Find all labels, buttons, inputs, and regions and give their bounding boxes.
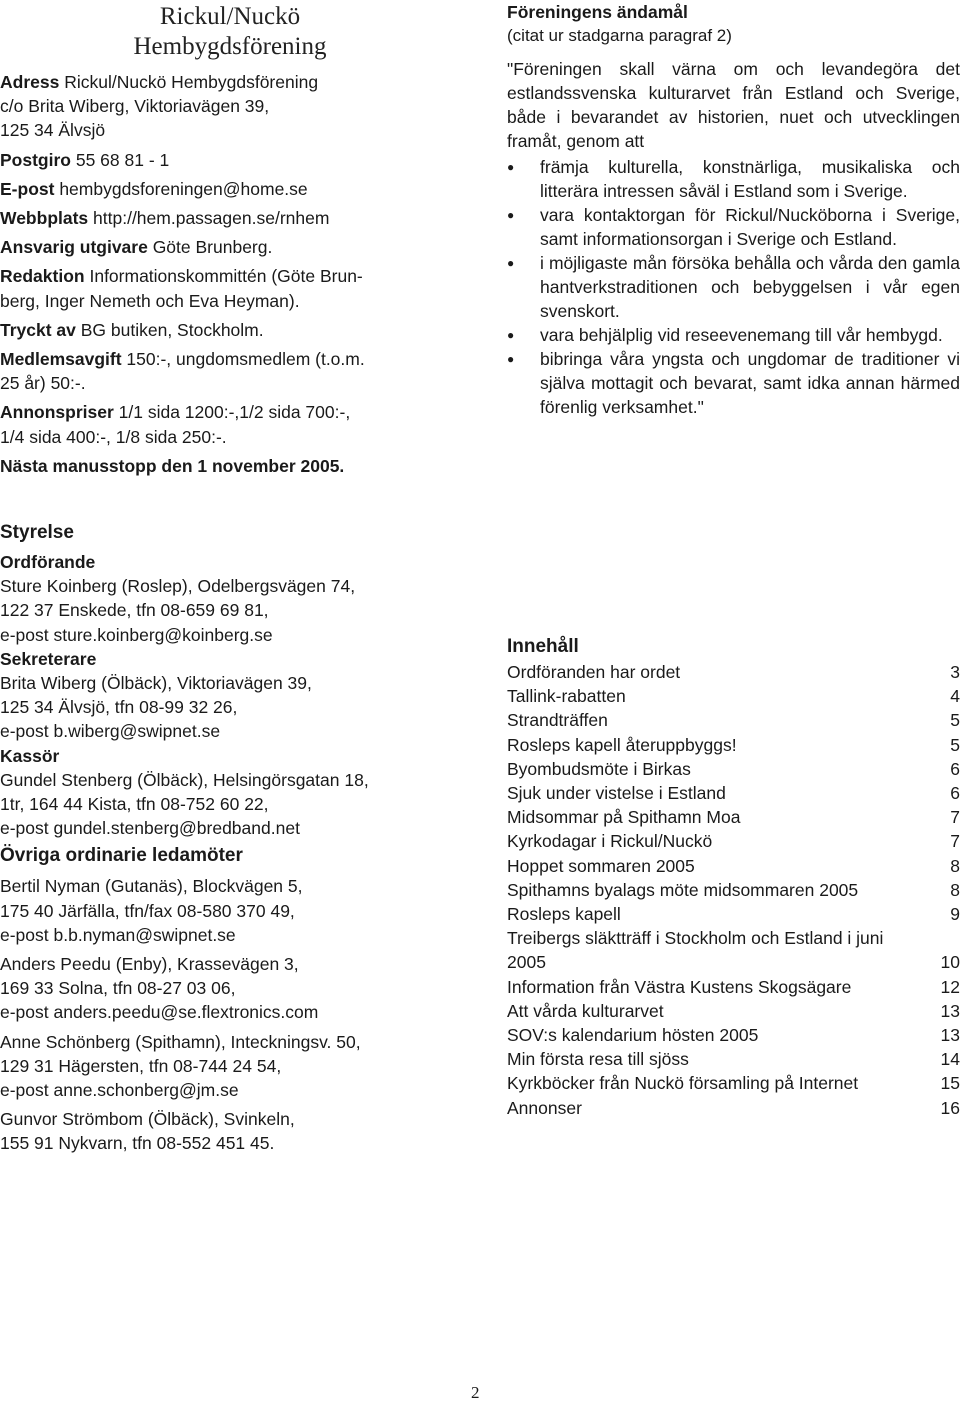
masthead-title (60, 2, 400, 62)
purpose-intro: "Föreningen skall värna om och levandegöra det estlandssvenska kulturarvet från Estland och Sverige, både i bevarandet av historien, nuet och utvecklingen framåt, genom att (507, 59, 960, 151)
ads-line2: 1/4 sida 400:-, 1/8 sida 250:-. (0, 426, 227, 447)
toc-item-page: 5 (950, 710, 960, 731)
member-line: Bertil Nyman (Gutanäs), Blockvägen 5, (0, 876, 303, 897)
address-label: Adress (0, 72, 60, 92)
ad-prices (0, 400, 470, 424)
board (0, 520, 470, 1156)
toc-item[interactable] (507, 854, 960, 878)
masthead-title-line2: Hembygdsförening (133, 33, 327, 60)
toc-item-title: Strandträffen (507, 710, 608, 731)
bullet-icon: ● (507, 352, 515, 366)
member-line: 169 33 Solna, tfn 08-27 03 06, (0, 978, 236, 999)
purpose-bullet-text: främja kulturella, konstnärliga, musikaliska och litterära intressen såväl i Estland som i Sverige. (540, 157, 960, 201)
toc-item-title: Tallink-rabatten (507, 686, 626, 707)
toc-item-title: Byombudsmöte i Birkas (507, 758, 691, 779)
member-entry (0, 952, 470, 1025)
postgiro-value: 55 68 81 - 1 (70, 149, 170, 170)
toc-item[interactable] (507, 684, 960, 708)
member-line: 129 31 Hägersten, tfn 08-744 24 54, (0, 1055, 282, 1076)
bullet-icon: ● (507, 256, 515, 270)
toc-item-title: Treibergs släktträff i Stockholm och Estland i juni 2005 (507, 928, 884, 973)
toc-item-page: 3 (950, 662, 960, 682)
ads-line1: 1/1 sida 1200:-,1/2 sida 700:-, (113, 402, 351, 423)
website-value[interactable]: http://hem.passagen.se/rnhem (88, 208, 330, 229)
toc-item-page: 6 (950, 758, 960, 779)
purpose-bullet-text: i möjligaste mån försöka behålla och vårda den gamla hantverkstraditionen och bebyggelsen i vår egen svenskort. (540, 253, 960, 321)
toc-item-page: 15 (940, 1073, 960, 1094)
toc-item[interactable] (507, 781, 960, 805)
member-entry (0, 1030, 470, 1103)
bullet-icon: ● (507, 208, 515, 222)
toc-item-title: Rosleps kapell återuppbyggs! (507, 734, 737, 755)
publisher (0, 235, 470, 259)
association-purpose (507, 0, 960, 419)
member-line: Anne Schönberg (Spithamn), Inteckningsv. 50, (0, 1031, 361, 1052)
toc-item[interactable] (507, 660, 960, 684)
purpose-bullet (507, 155, 960, 203)
secretary-line: e-post b.wiberg@swipnet.se (0, 721, 221, 742)
toc-item[interactable] (507, 805, 960, 829)
toc-item-page: 13 (940, 1000, 960, 1021)
member-line: Anders Peedu (Enby), Krassevägen 3, (0, 954, 299, 975)
toc-item[interactable] (507, 733, 960, 757)
toc-item[interactable] (507, 829, 960, 853)
toc-item-title: Kyrkböcker från Nuckö församling på Internet (507, 1073, 859, 1094)
toc-item[interactable] (507, 975, 960, 999)
website (0, 206, 470, 230)
member-entry (0, 1107, 470, 1155)
chair-label: Ordförande (0, 552, 96, 572)
toc-item-page: 4 (950, 686, 960, 707)
treasurer-line: Gundel Stenberg (Ölbäck), Helsingörsgatan 18, (0, 769, 369, 790)
toc-item-title: Midsommar på Spithamn Moa (507, 807, 741, 828)
member-line: e-post b.b.nyman@swipnet.se (0, 924, 236, 945)
secretary-line: Brita Wiberg (Ölbäck), Viktoriavägen 39, (0, 673, 312, 694)
purpose-bullet-text: bibringa våra yngsta och ungdomar de traditioner vi själva mottagit och bevarat, samt idka annan härmed förenlig verksamhet." (540, 349, 960, 417)
toc-item-title: Kyrkodagar i Rickul/Nuckö (507, 831, 713, 852)
masthead-title-line1: Rickul/Nuckö (159, 3, 301, 30)
toc-item-page: 7 (950, 831, 960, 852)
toc-item-title: Att vårda kulturarvet (507, 1000, 664, 1021)
purpose-bullet (507, 347, 960, 419)
member-line: 175 40 Järfälla, tfn/fax 08-580 370 49, (0, 900, 295, 921)
purpose-heading: Föreningens ändamål (507, 2, 688, 22)
page-number: 2 (471, 1383, 480, 1402)
toc-item-page: 6 (950, 783, 960, 804)
toc-item[interactable] (507, 708, 960, 732)
email-label: E-post (0, 178, 55, 199)
toc-item[interactable] (507, 1071, 960, 1095)
toc-item-title: Min första resa till sjöss (507, 1049, 689, 1070)
members-heading: Övriga ordinarie ledamöter (0, 845, 243, 867)
toc-item[interactable] (507, 1023, 960, 1047)
deadline: Nästa manusstopp den 1 november 2005. (0, 455, 345, 476)
toc-list (507, 660, 960, 1120)
purpose-bullet (507, 203, 960, 251)
treasurer-line: 1tr, 164 44 Kista, tfn 08-752 60 22, (0, 794, 269, 815)
postgiro (0, 148, 470, 172)
toc-item-title: Hoppet sommaren 2005 (507, 855, 695, 876)
member-line: e-post anne.schonberg@jm.se (0, 1080, 239, 1101)
toc-item-page: 8 (950, 855, 960, 876)
publisher-label: Ansvarig utgivare (0, 237, 148, 258)
toc-item-page: 7 (950, 807, 960, 828)
toc-heading: Innehåll (507, 636, 579, 657)
purpose-bullet (507, 251, 960, 323)
toc-item-page: 5 (950, 734, 960, 755)
chair-line: e-post sture.koinberg@koinberg.se (0, 624, 273, 645)
toc-item[interactable] (507, 1096, 960, 1120)
toc-item[interactable] (507, 1047, 960, 1071)
purpose-list (507, 155, 960, 419)
address-line2: c/o Brita Wiberg, Viktoriavägen 39, (0, 96, 270, 117)
toc-item-page: 16 (940, 1097, 960, 1118)
toc-item-page: 12 (940, 976, 960, 997)
member-entry (0, 874, 470, 947)
toc-item-title: Information från Västra Kustens Skogsägare (507, 976, 852, 997)
toc-item[interactable] (507, 999, 960, 1023)
editorial-label: Redaktion (0, 266, 85, 287)
toc-item-page: 8 (950, 879, 960, 900)
toc-item-title: Ordföranden har ordet (507, 662, 681, 682)
toc-item[interactable] (507, 878, 960, 902)
editorial (0, 264, 470, 288)
colophon (0, 70, 470, 478)
purpose-bullet-text: vara kontaktorgan för Rickul/Nucköborna i Sverige, samt informationsorgan i Sverige och Estland. (540, 205, 960, 249)
ads-label: Annonspriser (0, 402, 114, 423)
member-line: e-post anders.peedu@se.flextronics.com (0, 1002, 319, 1023)
member-line: Gunvor Strömbom (Ölbäck), Svinkeln, (0, 1109, 295, 1130)
address-line1: Rickul/Nuckö Hembygdsförening (59, 72, 319, 92)
website-label: Webbplats (0, 208, 89, 229)
purpose-bullet-text: vara behjälplig vid reseevenemang till vår hembygd. (540, 325, 943, 345)
fee-label: Medlemsavgift (0, 349, 122, 370)
toc-item-title: SOV:s kalendarium hösten 2005 (507, 1025, 759, 1046)
editorial-line2: berg, Inger Nemeth och Eva Heyman). (0, 290, 300, 311)
address (0, 70, 470, 94)
secretary-label: Sekreterare (0, 648, 97, 669)
printed-value: BG butiken, Stockholm. (75, 319, 264, 340)
purpose-subheading: (citat ur stadgarna paragraf 2) (507, 26, 732, 45)
email-value[interactable]: hembygdsforeningen@home.se (54, 178, 308, 199)
chair-line: 122 37 Enskede, tfn 08-659 69 81, (0, 600, 269, 621)
purpose-bullet (507, 323, 960, 347)
fee-line2: 25 år) 50:-. (0, 373, 86, 394)
table-of-contents (507, 634, 960, 1120)
treasurer-line: e-post gundel.stenberg@bredband.net (0, 818, 300, 839)
address-line3: 125 34 Älvsjö (0, 120, 106, 141)
toc-item-page: 13 (940, 1025, 960, 1046)
bullet-icon: ● (507, 160, 515, 174)
printed-by (0, 318, 470, 342)
toc-item-page: 10 (940, 952, 960, 973)
membership-fee (0, 347, 470, 371)
fee-line1: 150:-, ungdomsmedlem (t.o.m. (121, 349, 365, 370)
editorial-line1: Informationskommittén (Göte Brun- (84, 266, 363, 287)
postgiro-label: Postgiro (0, 149, 71, 170)
toc-item[interactable] (507, 926, 960, 974)
chair-line: Sture Koinberg (Roslep), Odelbergsvägen 74, (0, 576, 356, 597)
publisher-value: Göte Brunberg. (147, 237, 273, 258)
printed-label: Tryckt av (0, 319, 76, 340)
toc-item-title: Spithamns byalags möte midsommaren 2005 (507, 879, 859, 900)
secretary-line: 125 34 Älvsjö, tfn 08-99 32 26, (0, 697, 238, 718)
member-line: 155 91 Nykvarn, tfn 08-552 451 45. (0, 1133, 275, 1154)
toc-item-title: Annonser (507, 1097, 582, 1118)
treasurer-label: Kassör (0, 745, 60, 766)
email (0, 177, 470, 201)
toc-item-page: 14 (940, 1049, 960, 1070)
board-heading: Styrelse (0, 522, 74, 543)
toc-item-page: 9 (950, 904, 960, 925)
bullet-icon: ● (507, 328, 515, 342)
toc-item-title: Sjuk under vistelse i Estland (507, 783, 726, 804)
toc-item[interactable] (507, 757, 960, 781)
toc-item[interactable] (507, 902, 960, 926)
toc-item-title: Rosleps kapell (507, 904, 621, 925)
